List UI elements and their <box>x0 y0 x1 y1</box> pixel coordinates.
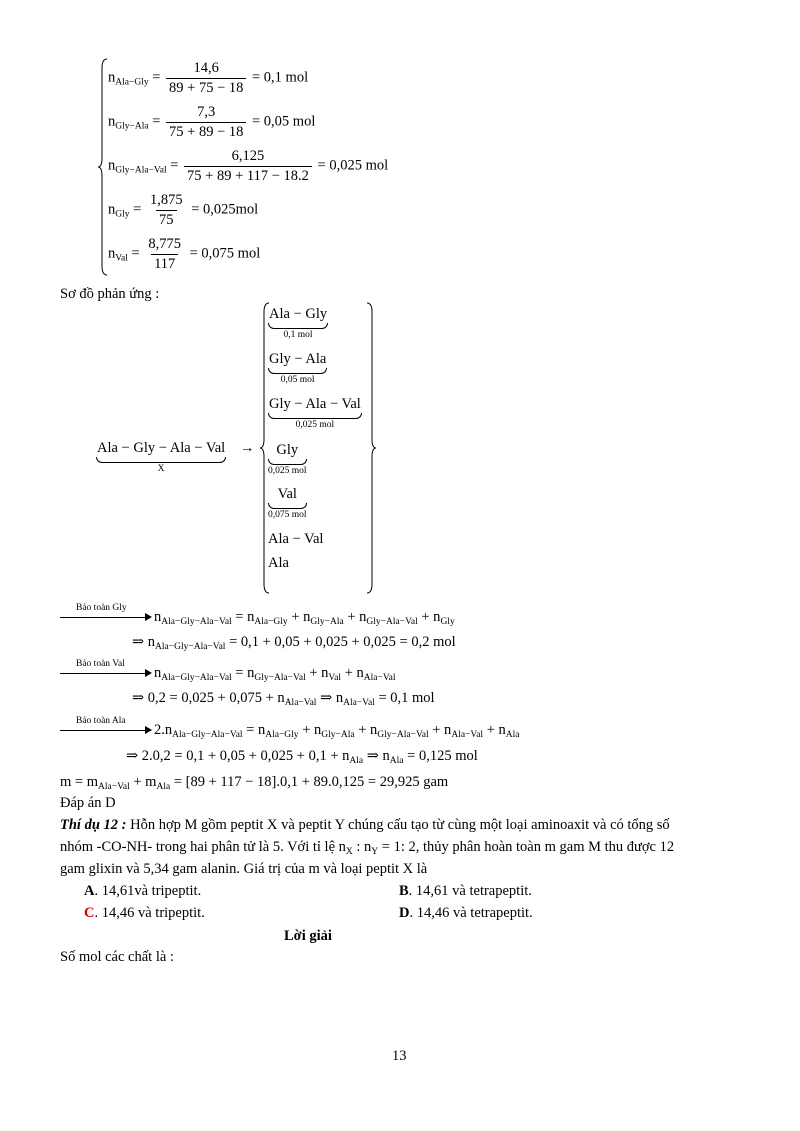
arrow-label: Bảo toàn Gly <box>76 603 127 613</box>
equation-line: ⇒ $0,2 = 0,025 + 0,075 + n_{Ala-Val}$ ⇒ $n_{Ala-Val} = 0,1$ mol <box>132 690 435 708</box>
answer-line: Đáp án D <box>60 795 116 811</box>
left-brace <box>98 58 108 276</box>
solution-intro: Số mol các chất là : <box>60 949 174 965</box>
example-line: gam glixin và 5,34 gam alanin. Giá trị của m và loại peptit X là <box>60 861 428 877</box>
example-title: Thí dụ 12 : <box>60 817 127 833</box>
example-line: Thí dụ 12 : Hỗn hợp M gồm peptit X và peptit Y chúng cấu tạo từ cùng một loại aminoaxit và có tổng số <box>60 817 670 833</box>
page-number: 13 <box>392 1048 407 1064</box>
eq-row: $n_{Val}$ = $\frac{8,775}{117}$ = 0,075 mol <box>108 236 261 272</box>
product: Ala − Gly 0,1 mol <box>269 306 328 340</box>
product: Val 0,075 mol <box>268 486 307 520</box>
equation-line: ⇒ $2.0,2 = 0,1 + 0,05 + 0,025 + 0,1 + n_{Ala}$ ⇒ $n_{Ala} = 0,125$ mol <box>126 748 478 766</box>
equation-line: ⇒ $n_{Ala-Gly-Ala-Val} = 0,1 + 0,05 + 0,025 + 0,025 = 0,2$ mol <box>132 634 456 652</box>
product: Gly 0,025 mol <box>268 442 307 476</box>
equation-line: $2.n_{Ala-Gly-Ala-Val} = n_{Ala-Gly} + n_{Gly-Ala} + n_{Gly-Ala-Val} + n_{Ala-Val} + n_{Ala}$ <box>154 722 520 740</box>
product-brace-right <box>366 302 376 594</box>
arrow-head <box>145 726 152 734</box>
arrow-line <box>60 673 146 674</box>
mass-line: $m = m_{Ala-Val} + m_{Ala} = [89 + 117 - 18].0,1 + 89.0,125 = 29,925$ gam <box>60 774 449 792</box>
reaction-arrow: → <box>240 440 255 456</box>
arrow-label: Bảo toàn Ala <box>76 716 126 726</box>
example-line: nhóm -CO-NH- trong hai phân tử là 5. Với tỉ lệ $n_X$ : $n_Y = 1$: 2, thủy phân hoàn toàn m gam M thu được 12 <box>60 839 675 857</box>
product: Ala − Val <box>268 531 324 547</box>
eq-row: $n_{Gly}$ = $\frac{1,875}{75}$ = 0,025mol <box>108 192 259 228</box>
arrow-head <box>145 613 152 621</box>
product: Gly − Ala 0,05 mol <box>269 351 327 385</box>
equation-line: $n_{Ala-Gly-Ala-Val} = n_{Gly-Ala-Val} + n_{Val} + n_{Ala-Val}$ <box>154 665 396 683</box>
arrow-head <box>145 669 152 677</box>
arrow-label: Bảo toàn Val <box>76 659 125 669</box>
option-a: A. 14,61và tripeptit. <box>84 883 202 899</box>
option-d: D. 14,46 và tetrapeptit. <box>399 905 533 921</box>
arrow-line <box>60 730 146 731</box>
reaction-scheme-label: Sơ đồ phản ứng : <box>60 286 160 302</box>
arrow-line <box>60 617 146 618</box>
option-c: C. 14,46 và tripeptit. <box>84 905 205 921</box>
product: Ala <box>268 555 289 571</box>
option-b: B. 14,61 và tetrapeptit. <box>399 883 532 899</box>
eq-row: $n_{Gly-Ala}$ = $\frac{7,3}{75 + 89 - 18}$ = 0,05 mol <box>108 104 316 140</box>
equation-line: $n_{Ala-Gly-Ala-Val} = n_{Ala-Gly} + n_{Gly-Ala} + n_{Gly-Ala-Val} + n_{Gly}$ <box>154 609 455 627</box>
eq-row: $n_{Ala-Gly}$ = $\frac{14,6}{89 + 75 - 18}$ = 0,1 mol <box>108 60 309 96</box>
reactant: Ala − Gly − Ala − Val X <box>97 440 226 474</box>
eq-row: $n_{Gly-Ala-Val}$ = $\frac{6,125}{75 + 89 + 117 - 18.2}$ = 0,025 mol <box>108 148 389 184</box>
solution-heading: Lời giải <box>284 928 332 944</box>
product: Gly − Ala − Val 0,025 mol <box>269 396 361 430</box>
